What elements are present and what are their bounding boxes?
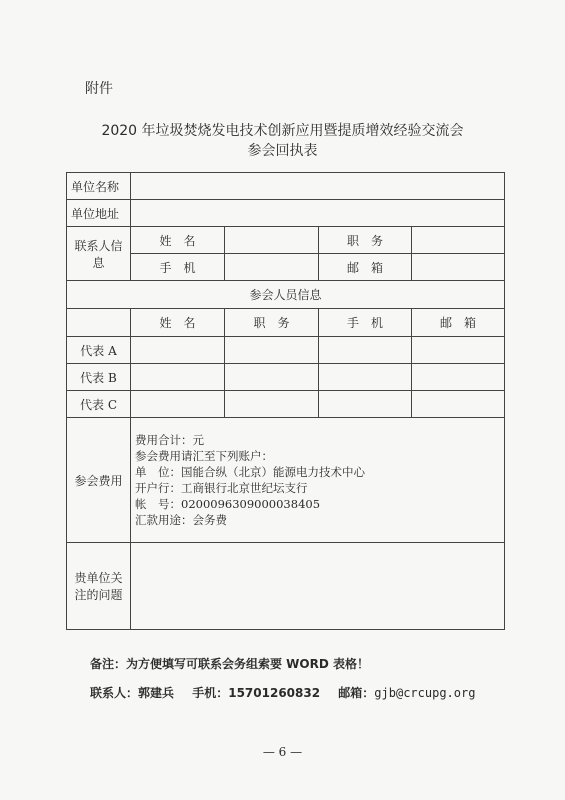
- contact-line: [90, 684, 510, 701]
- unit-address-field[interactable]: [131, 200, 505, 227]
- document-subtitle: 参会回执表: [247, 143, 318, 159]
- concerns-field[interactable]: [131, 543, 505, 630]
- representative-c-name-field[interactable]: [131, 391, 225, 418]
- representative-c-phone-field[interactable]: [319, 391, 412, 418]
- representative-b-phone-field[interactable]: [319, 364, 412, 391]
- note-text: 备注：为方便填写可联系会务组索要 WORD 表格！: [90, 657, 369, 671]
- table-row: [67, 391, 505, 418]
- representative-a-phone-field[interactable]: [319, 337, 412, 364]
- representative-a-label: 代表 A: [67, 337, 131, 364]
- fee-account-number-line: 帐 号：0200096309000038405: [135, 497, 321, 511]
- table-row: [67, 364, 505, 391]
- fee-label: 参会费用: [67, 418, 131, 543]
- unit-name-field[interactable]: [131, 173, 505, 200]
- fee-total-line: 费用合计：元: [135, 433, 204, 447]
- representative-c-position-field[interactable]: [225, 391, 319, 418]
- attachment-label: 附件: [85, 81, 113, 97]
- contact-person: [90, 686, 174, 700]
- fee-purpose-line: 汇款用途：会务费: [135, 513, 227, 527]
- representative-c-label: 代表 C: [67, 391, 131, 418]
- contact-email-label: 邮 箱: [319, 254, 412, 281]
- page-number: — 6 —: [262, 745, 303, 759]
- representative-a-name-field[interactable]: [131, 337, 225, 364]
- contact-name-label: 姓 名: [131, 227, 225, 254]
- representative-c-email-field[interactable]: [412, 391, 505, 418]
- unit-address-label: 单位地址: [67, 200, 131, 227]
- attendee-header-phone: 手 机: [319, 309, 412, 337]
- representative-a-email-field[interactable]: [412, 337, 505, 364]
- representative-b-email-field[interactable]: [412, 364, 505, 391]
- fee-account-intro-line: 参会费用请汇至下列账户：: [135, 449, 273, 463]
- concerns-label: 贵单位关注的问题: [67, 543, 131, 630]
- contact-email-label: 邮箱：: [338, 686, 375, 700]
- contact-email-field[interactable]: [412, 254, 505, 281]
- contact-info-label: 联系人信息: [67, 227, 131, 281]
- contact-email-value: gjb@crcupg.org: [374, 686, 476, 700]
- contact-phone-label: 手 机: [131, 254, 225, 281]
- contact-phone-value: 15701260832: [228, 686, 321, 700]
- representative-b-label: 代表 B: [67, 364, 131, 391]
- registration-form-table: [66, 172, 505, 630]
- unit-name-label: 单位名称: [67, 173, 131, 200]
- representative-b-position-field[interactable]: [225, 364, 319, 391]
- contact-person-label: 联系人：: [90, 686, 139, 700]
- attendee-header-name: 姓 名: [131, 309, 225, 337]
- contact-position-field[interactable]: [412, 227, 505, 254]
- contact-email: [338, 686, 475, 700]
- attendee-header-email: 邮 箱: [412, 309, 505, 337]
- contact-person-value: 郭建兵: [138, 686, 175, 700]
- attendee-section-header: 参会人员信息: [67, 281, 505, 309]
- fee-bank-line: 开户行：工商银行北京世纪坛支行: [135, 481, 308, 495]
- fee-details: [131, 418, 505, 543]
- table-row: [67, 337, 505, 364]
- contact-phone-field[interactable]: [225, 254, 319, 281]
- contact-name-field[interactable]: [225, 227, 319, 254]
- contact-phone-label: 手机：: [192, 686, 229, 700]
- document-title: 2020 年垃圾焚烧发电技术创新应用暨提质增效经验交流会: [101, 123, 464, 139]
- representative-b-name-field[interactable]: [131, 364, 225, 391]
- contact-position-label: 职 务: [319, 227, 412, 254]
- representative-a-position-field[interactable]: [225, 337, 319, 364]
- attendee-header-position: 职 务: [225, 309, 319, 337]
- contact-phone: [192, 686, 320, 700]
- fee-payee-line: 单 位：国能合纵（北京）能源电力技术中心: [135, 465, 365, 479]
- attendee-header-blank: [67, 309, 131, 337]
